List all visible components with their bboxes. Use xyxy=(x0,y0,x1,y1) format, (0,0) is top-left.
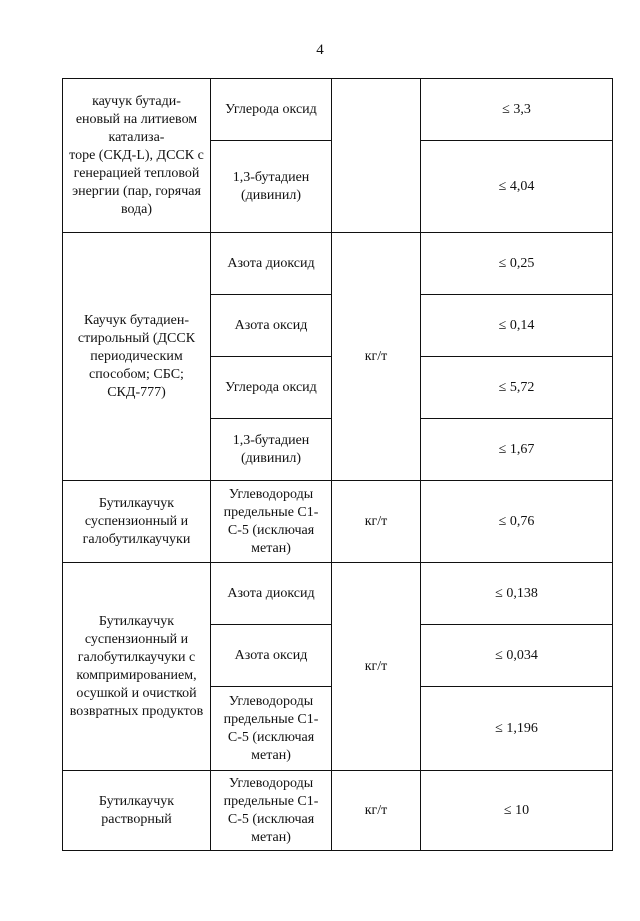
substance-cell: 1,3-бутадиен (дивинил) xyxy=(211,419,332,481)
substance-cell: Углерода оксид xyxy=(211,79,332,141)
limit-cell: ≤ 3,3 xyxy=(421,79,613,141)
substance-cell: Азота диоксид xyxy=(211,563,332,625)
product-cell: Бутилкаучук суспензионный и галобутилкаучуки с компримированием, осушкой и очисткой возвратных продуктов xyxy=(63,563,211,771)
unit-cell: кг/т xyxy=(332,233,421,481)
table-row xyxy=(63,771,613,851)
limit-cell: ≤ 0,14 xyxy=(421,295,613,357)
unit-cell: кг/т xyxy=(332,771,421,851)
product-cell: Бутилкаучук суспензионный и галобутилкаучуки xyxy=(63,481,211,563)
emission-limits-table xyxy=(62,78,613,851)
substance-cell: Азота оксид xyxy=(211,295,332,357)
limit-cell: ≤ 0,138 xyxy=(421,563,613,625)
substance-cell: 1,3-бутадиен (дивинил) xyxy=(211,141,332,233)
substance-cell: Углеводороды предельные С1-С-5 (исключая метан) xyxy=(211,481,332,563)
limit-cell: ≤ 4,04 xyxy=(421,141,613,233)
substance-cell: Углерода оксид xyxy=(211,357,332,419)
limit-cell: ≤ 1,196 xyxy=(421,687,613,771)
table-row xyxy=(63,233,613,295)
substance-cell: Азота диоксид xyxy=(211,233,332,295)
unit-cell: кг/т xyxy=(332,563,421,771)
unit-cell xyxy=(332,79,421,233)
limit-cell: ≤ 10 xyxy=(421,771,613,851)
limit-cell: ≤ 0,034 xyxy=(421,625,613,687)
table-row xyxy=(63,481,613,563)
substance-cell: Углеводороды предельные С1-С-5 (исключая метан) xyxy=(211,687,332,771)
page-number: 4 xyxy=(316,42,324,58)
limit-cell: ≤ 1,67 xyxy=(421,419,613,481)
limit-cell: ≤ 0,76 xyxy=(421,481,613,563)
product-cell: каучук бутади- еновый на литиевом катализа- торе (СКД-L), ДССК с генерацией тепловой энергии (пар, горячая вода) xyxy=(63,79,211,233)
substance-cell: Углеводороды предельные С1-С-5 (исключая метан) xyxy=(211,771,332,851)
limit-cell: ≤ 5,72 xyxy=(421,357,613,419)
table-row xyxy=(63,79,613,141)
product-cell: Каучук бутадиен- стирольный (ДССК периодическим способом; СБС; СКД-777) xyxy=(63,233,211,481)
product-cell: Бутилкаучук растворный xyxy=(63,771,211,851)
unit-cell: кг/т xyxy=(332,481,421,563)
limit-cell: ≤ 0,25 xyxy=(421,233,613,295)
table-row xyxy=(63,563,613,625)
substance-cell: Азота оксид xyxy=(211,625,332,687)
